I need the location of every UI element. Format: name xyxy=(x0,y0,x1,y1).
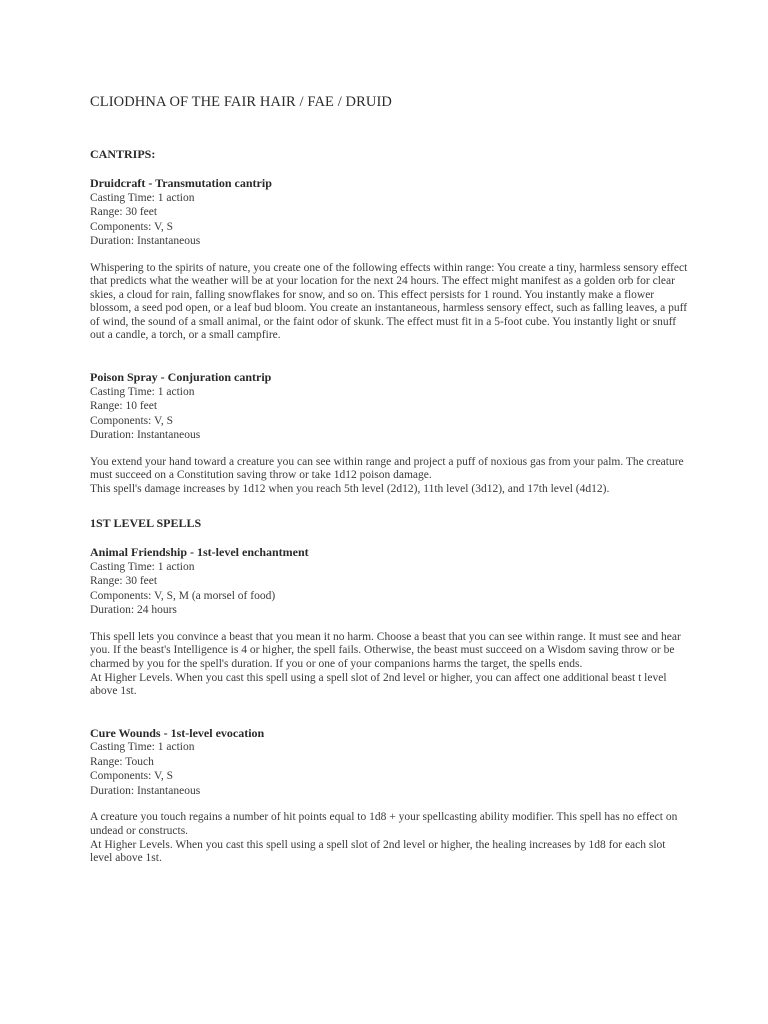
document-title: CLIODHNA OF THE FAIR HAIR / FAE / DRUID xyxy=(90,94,392,110)
spell-components: Components: V, S xyxy=(90,770,173,783)
spell-range: Range: 30 feet xyxy=(90,206,158,218)
spell-duration: Duration: 24 hours xyxy=(90,604,177,617)
spell-duration: Duration: Instantaneous xyxy=(90,429,201,442)
spell-duration: Duration: Instantaneous xyxy=(90,784,201,797)
spell-poison-spray xyxy=(90,370,690,496)
spell-description-paragraph: A creature you touch regains a number of hit points equal to 1d8 + your spellcasting ability modifier. This spell has no effect on undead or constructs. xyxy=(90,811,678,837)
spell-components: Components: V, S, M (a morsel of food) xyxy=(90,589,276,602)
spell-name: Poison Spray - Conjuration cantrip xyxy=(90,370,272,385)
document-body xyxy=(90,94,690,880)
spell-description-paragraph: Whispering to the spirits of nature, you create one of the following effects within range: You create a tiny, harmless sensory effect that predicts what the weather will be at your location for the next 24 hours. The effect might manifest as a golden orb for clear skies, a cloud for rain, falling snowflakes for snow, and so on. This effect persists for 1 round. You instantly make a flower blossom, a seed pod open, or a leaf bud bloom. You create an instantaneous, harmless sensory effect, such as falling leaves, a puff of wind, the sound of a small animal, or the faint odor of skunk. The effect must fit in a 5-foot cube. You instantly light or snuff out a candle, a torch, or a small campfire. xyxy=(90,261,688,342)
spell-druidcraft xyxy=(90,176,690,343)
spell-description xyxy=(90,631,690,699)
spell-description-paragraph: You extend your hand toward a creature you can see within range and project a puff of noxious gas from your palm. The creature must succeed on a Constitution saving throw or take 1d12 poison damage. xyxy=(90,455,684,482)
spell-components: Components: V, S xyxy=(90,220,173,233)
spell-description xyxy=(90,456,690,497)
spell-description-paragraph: This spell's damage increases by 1d12 when you reach 5th level (2d12), 11th level (3d12), and 17th level (4d12). xyxy=(90,482,610,495)
spell-animal-friendship xyxy=(90,545,690,698)
spell-casting-time: Casting Time: 1 action xyxy=(90,741,195,754)
spell-components: Components: V, S xyxy=(90,414,173,427)
spell-description xyxy=(90,262,690,344)
spell-description-paragraph: At Higher Levels. When you cast this spell using a spell slot of 2nd level or higher, the healing increases by 1d8 for each slot level above 1st. xyxy=(90,838,666,865)
section-heading-cantrips: CANTRIPS: xyxy=(90,147,156,161)
spell-range: Range: 10 feet xyxy=(90,400,158,413)
spell-description-paragraph: This spell lets you convince a beast that you mean it no harm. Choose a beast that you can see within range. It must see and hear you. If the beast's Intelligence is 4 or higher, the spell fails. Otherwise, the beast must succeed on a Wisdom saving throw or be charmed by you for the spell's duration. If you or one of your companions harms the target, the spells ends. xyxy=(90,630,681,671)
spell-name: Animal Friendship - 1st-level enchantment xyxy=(90,545,309,560)
spell-casting-time: Casting Time: 1 action xyxy=(90,385,195,398)
spell-duration: Duration: Instantaneous xyxy=(90,235,201,247)
spell-casting-time: Casting Time: 1 action xyxy=(90,560,195,573)
spell-cure-wounds xyxy=(90,726,690,866)
spell-description-paragraph: At Higher Levels. When you cast this spell using a spell slot of 2nd level or higher, you can affect one additional beast t level above 1st. xyxy=(90,671,667,698)
spell-name: Cure Wounds - 1st-level evocation xyxy=(90,725,265,740)
spell-range: Range: Touch xyxy=(90,755,154,768)
spell-description xyxy=(90,811,690,865)
spell-name: Druidcraft - Transmutation cantrip xyxy=(90,176,272,190)
spell-casting-time: Casting Time: 1 action xyxy=(90,191,195,204)
spell-range: Range: 30 feet xyxy=(90,575,158,588)
section-heading-level1: 1ST LEVEL SPELLS xyxy=(90,516,202,531)
